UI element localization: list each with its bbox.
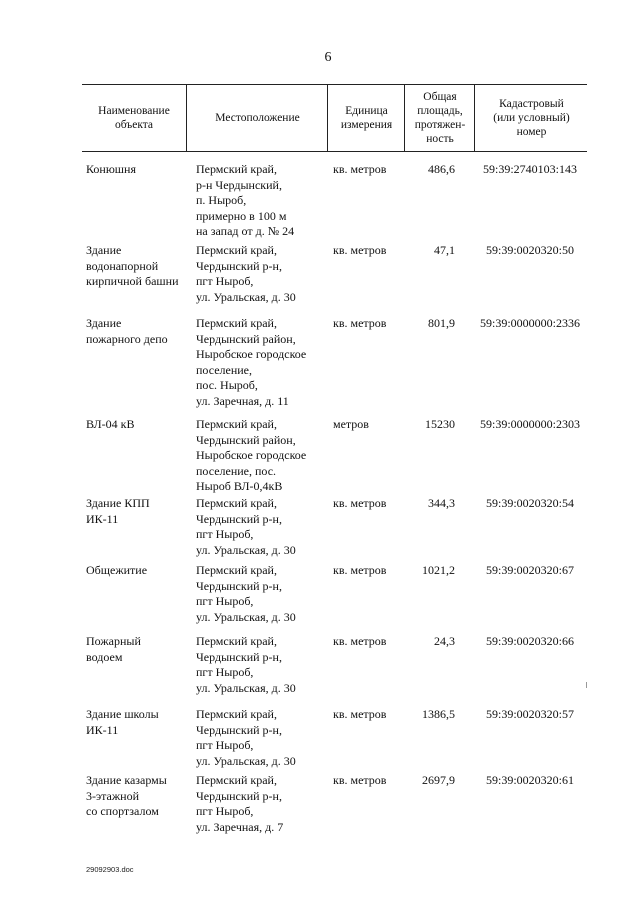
object-location-line: Пермский край, — [196, 707, 277, 721]
object-name — [86, 707, 196, 738]
header-cadastral — [474, 85, 588, 151]
object-location-line: на запад от д. № 24 — [196, 224, 295, 238]
object-location-line: Пермский край, — [196, 417, 277, 431]
area-cell: 801,9 — [428, 316, 455, 330]
object-location-line: Пермский край, — [196, 563, 277, 577]
object-location-line: пгт Ныроб, — [196, 527, 254, 541]
header-line: Кадастровый — [499, 98, 564, 110]
header-line: площадь, — [417, 105, 463, 117]
cadastral-number: 59:39:0000000:2336 — [479, 316, 580, 330]
object-name-line: пожарного депо — [86, 331, 168, 346]
object-location — [196, 563, 334, 625]
object-name-line: Общежитие — [86, 563, 148, 577]
object-name-line: кирпичной башни — [86, 274, 179, 288]
object-name-line: Здание казармы — [86, 773, 167, 787]
object-location-line: Чердынский р-н, — [196, 511, 282, 526]
cadastral-number: 59:39:0020320:67 — [485, 563, 574, 577]
object-location-line: Пермский край, — [196, 634, 277, 648]
cadastral-number: 59:39:0000000:2303 — [479, 417, 580, 431]
header-line: Общая — [423, 91, 457, 103]
object-location-line: примерно в 100 м — [196, 208, 287, 223]
object-location-line: р-н Чердынский, — [196, 177, 282, 192]
object-location-line: Чердынский р-н, — [196, 649, 282, 664]
object-name — [86, 634, 196, 665]
object-location-line: пгт Ныроб, — [196, 274, 254, 288]
header-unit — [327, 85, 405, 151]
object-location — [196, 773, 334, 835]
object-location-line: пгт Ныроб, — [196, 804, 254, 818]
object-location-line: пгт Ныроб, — [196, 738, 254, 752]
page-number: 6 — [324, 50, 332, 65]
object-name-line: водонапорной — [86, 258, 159, 273]
header-location — [186, 85, 328, 151]
object-location-line: ул. Уральская, д. 30 — [196, 609, 296, 624]
object-location-line: пгт Ныроб, — [196, 594, 254, 608]
object-location-line: Чердынский р-н, — [196, 788, 282, 803]
object-name-line: со спортзалом — [86, 804, 159, 818]
area-cell: 24,3 — [434, 634, 455, 648]
area-cell: 1386,5 — [422, 707, 455, 721]
cadastral-number: 59:39:0020320:54 — [485, 496, 574, 510]
object-location-line: Пермский край, — [196, 316, 277, 330]
object-name-line: Пожарный — [86, 634, 141, 648]
object-location-line: Пермский край, — [196, 496, 277, 510]
object-name-line: ИК-11 — [86, 722, 119, 737]
header-line: протяжен- — [414, 119, 466, 131]
object-location-line: поселение, — [196, 362, 253, 377]
object-name-line: водоем — [86, 649, 123, 664]
unit-cell: кв. метров — [333, 707, 387, 721]
unit-cell: кв. метров — [333, 563, 387, 577]
object-location — [196, 243, 334, 305]
unit-cell: метров — [333, 417, 369, 431]
object-location-line: ул. Уральская, д. 30 — [196, 542, 296, 557]
area-cell: 344,3 — [428, 496, 455, 510]
object-name-line: Конюшня — [86, 162, 136, 176]
object-name — [86, 563, 196, 579]
object-name — [86, 496, 196, 527]
object-name-line: Здание — [86, 243, 122, 257]
area-cell: 486,6 — [428, 162, 455, 176]
unit-cell: кв. метров — [333, 634, 387, 648]
header-line: (или условный) — [493, 112, 570, 124]
object-location-line: Чердынский р-н, — [196, 578, 282, 593]
object-name — [86, 773, 196, 820]
object-location-line: п. Ныроб, — [196, 193, 247, 207]
object-location-line: пос. Ныроб, — [196, 378, 258, 392]
cadastral-number: 59:39:0020320:66 — [485, 634, 574, 648]
object-location — [196, 162, 334, 240]
object-name — [86, 316, 196, 347]
object-location-line: поселение, пос. — [196, 463, 277, 478]
unit-cell: кв. метров — [333, 162, 387, 176]
object-location — [196, 707, 334, 769]
header-line: объекта — [114, 119, 154, 131]
cadastral-number: 59:39:0020320:61 — [485, 773, 574, 787]
unit-cell: кв. метров — [333, 243, 387, 257]
area-cell: 2697,9 — [422, 773, 455, 787]
header-line: Наименование — [98, 105, 170, 117]
object-location-line: Ныробское городское — [196, 448, 307, 462]
object-location-line: пгт Ныроб, — [196, 665, 254, 679]
object-location-line: Чердынский район, — [196, 331, 296, 346]
object-location-line: Пермский край, — [196, 773, 277, 787]
cadastral-number: 59:39:0020320:50 — [485, 243, 574, 257]
table-header — [82, 84, 587, 152]
header-name — [82, 85, 186, 151]
object-location-line: ул. Уральская, д. 30 — [196, 289, 296, 304]
object-location — [196, 634, 334, 696]
object-name-line: Здание КПП — [86, 496, 150, 510]
scan-mark — [586, 682, 587, 688]
object-name-line: ВЛ-04 кВ — [86, 417, 135, 431]
area-cell: 1021,2 — [422, 563, 455, 577]
unit-cell: кв. метров — [333, 496, 387, 510]
cadastral-number: 59:39:0020320:57 — [485, 707, 574, 721]
object-location-line: Ныробское городское — [196, 347, 307, 361]
unit-cell: кв. метров — [333, 316, 387, 330]
object-location-line: ул. Заречная, д. 11 — [196, 393, 289, 408]
cadastral-number: 59:39:2740103:143 — [482, 162, 577, 176]
area-cell: 47,1 — [434, 243, 455, 257]
object-name — [86, 417, 196, 433]
header-line: ность — [426, 133, 454, 145]
object-name-line: ИК-11 — [86, 511, 119, 526]
header-line: измерения — [340, 119, 393, 131]
object-location-line: ул. Заречная, д. 7 — [196, 819, 284, 834]
object-location-line: Пермский край, — [196, 243, 277, 257]
footer-filename: 29092903.doc — [86, 865, 134, 874]
object-location — [196, 496, 334, 558]
header-line: номер — [516, 126, 547, 138]
object-location-line: Чердынский р-н, — [196, 258, 282, 273]
object-name-line: Здание школы — [86, 707, 159, 721]
object-location-line: Чердынский район, — [196, 432, 296, 447]
object-location-line: Чердынский р-н, — [196, 722, 282, 737]
area-cell: 15230 — [425, 417, 455, 431]
object-location-line: ул. Уральская, д. 30 — [196, 680, 296, 695]
object-location-line: Пермский край, — [196, 162, 277, 176]
object-location — [196, 316, 334, 409]
object-name — [86, 162, 196, 178]
header-area — [404, 85, 475, 151]
unit-cell: кв. метров — [333, 773, 387, 787]
object-location — [196, 417, 334, 495]
header-line: Единица — [345, 105, 388, 117]
header-line: Местоположение — [215, 112, 300, 124]
object-location-line: Ныроб ВЛ-0,4кВ — [196, 479, 283, 493]
object-name-line: Здание — [86, 316, 122, 330]
object-location-line: ул. Уральская, д. 30 — [196, 753, 296, 768]
object-name-line: 3-этажной — [86, 788, 139, 803]
object-name — [86, 243, 196, 290]
